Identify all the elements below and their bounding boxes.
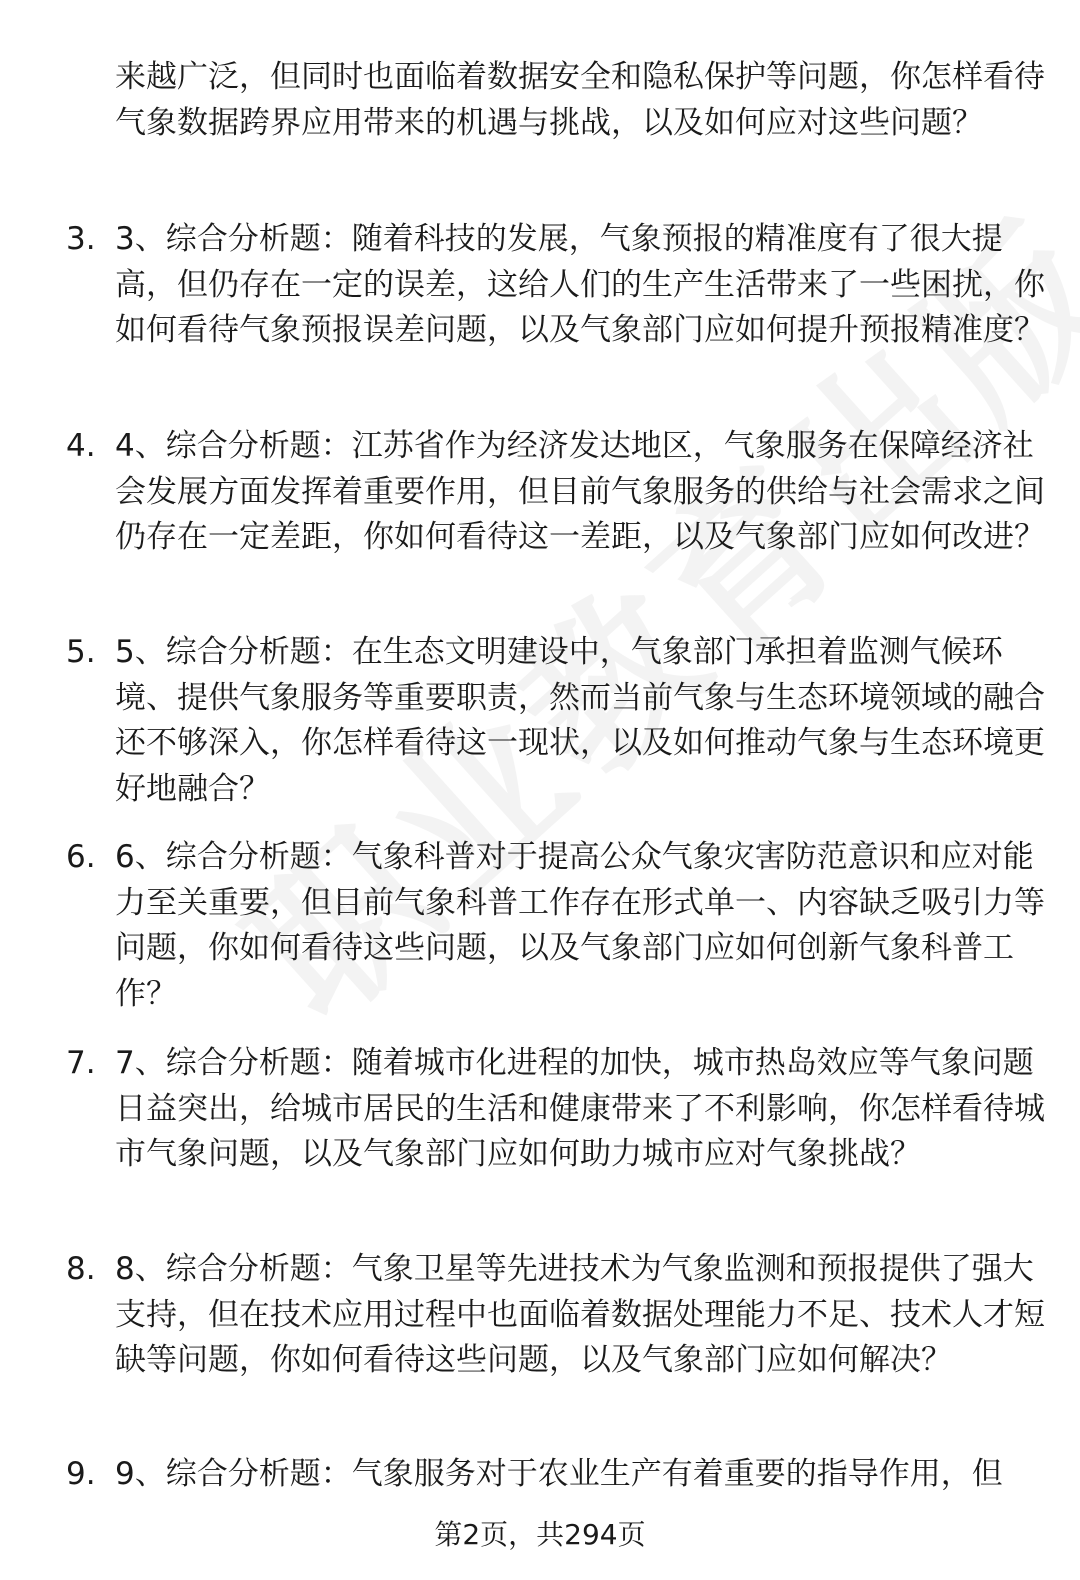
list-item-number: 9. <box>66 1456 96 1492</box>
continuation-paragraph: 来越广泛，但同时也面临着数据安全和隐私保护等问题，你怎样看待气象数据跨界应用带来的机遇与挑战，以及如何应对这些问题？ <box>115 59 1045 141</box>
list-item-number: 6. <box>66 839 96 875</box>
list-item-text: 6、综合分析题：气象科普对于提高公众气象灾害防范意识和应对能力至关重要，但目前气象科普工作存在形式单一、内容缺乏吸引力等问题，你如何看待这些问题，以及气象部门应如何创新气象科普工作？ <box>115 839 1045 1012</box>
list-item-number: 7. <box>66 1045 96 1081</box>
list-item-text: 9、综合分析题：气象服务对于农业生产有着重要的指导作用，但 <box>115 1456 1003 1492</box>
list-item-number: 4. <box>66 428 96 464</box>
page-footer: 第2页，共294页 <box>434 1518 646 1551</box>
list-item-text: 8、综合分析题：气象卫星等先进技术为气象监测和预报提供了强大支持，但在技术应用过程中也面临着数据处理能力不足、技术人才短缺等问题，你如何看待这些问题，以及气象部门应如何解决？ <box>115 1251 1045 1378</box>
list-item-number: 3. <box>66 221 96 257</box>
list-item-text: 4、综合分析题：江苏省作为经济发达地区，气象服务在保障经济社会发展方面发挥着重要作用，但目前气象服务的供给与社会需求之间仍存在一定差距，你如何看待这一差距，以及气象部门应如何改进？ <box>115 428 1045 555</box>
list-item-number: 8. <box>66 1251 96 1287</box>
list-item-number: 5. <box>66 634 96 670</box>
list-item-text: 5、综合分析题：在生态文明建设中，气象部门承担着监测气候环境、提供气象服务等重要职责，然而当前气象与生态环境领域的融合还不够深入，你怎样看待这一现状，以及如何推动气象与生态环境更好地融合？ <box>115 634 1045 807</box>
list-item-text: 7、综合分析题：随着城市化进程的加快，城市热岛效应等气象问题日益突出，给城市居民的生活和健康带来了不利影响，你怎样看待城市气象问题，以及气象部门应如何助力城市应对气象挑战？ <box>115 1045 1045 1172</box>
list-item-text: 3、综合分析题：随着科技的发展，气象预报的精准度有了很大提高，但仍存在一定的误差，这给人们的生产生活带来了一些困扰，你如何看待气象预报误差问题，以及气象部门应如何提升预报精准度？ <box>115 221 1045 348</box>
